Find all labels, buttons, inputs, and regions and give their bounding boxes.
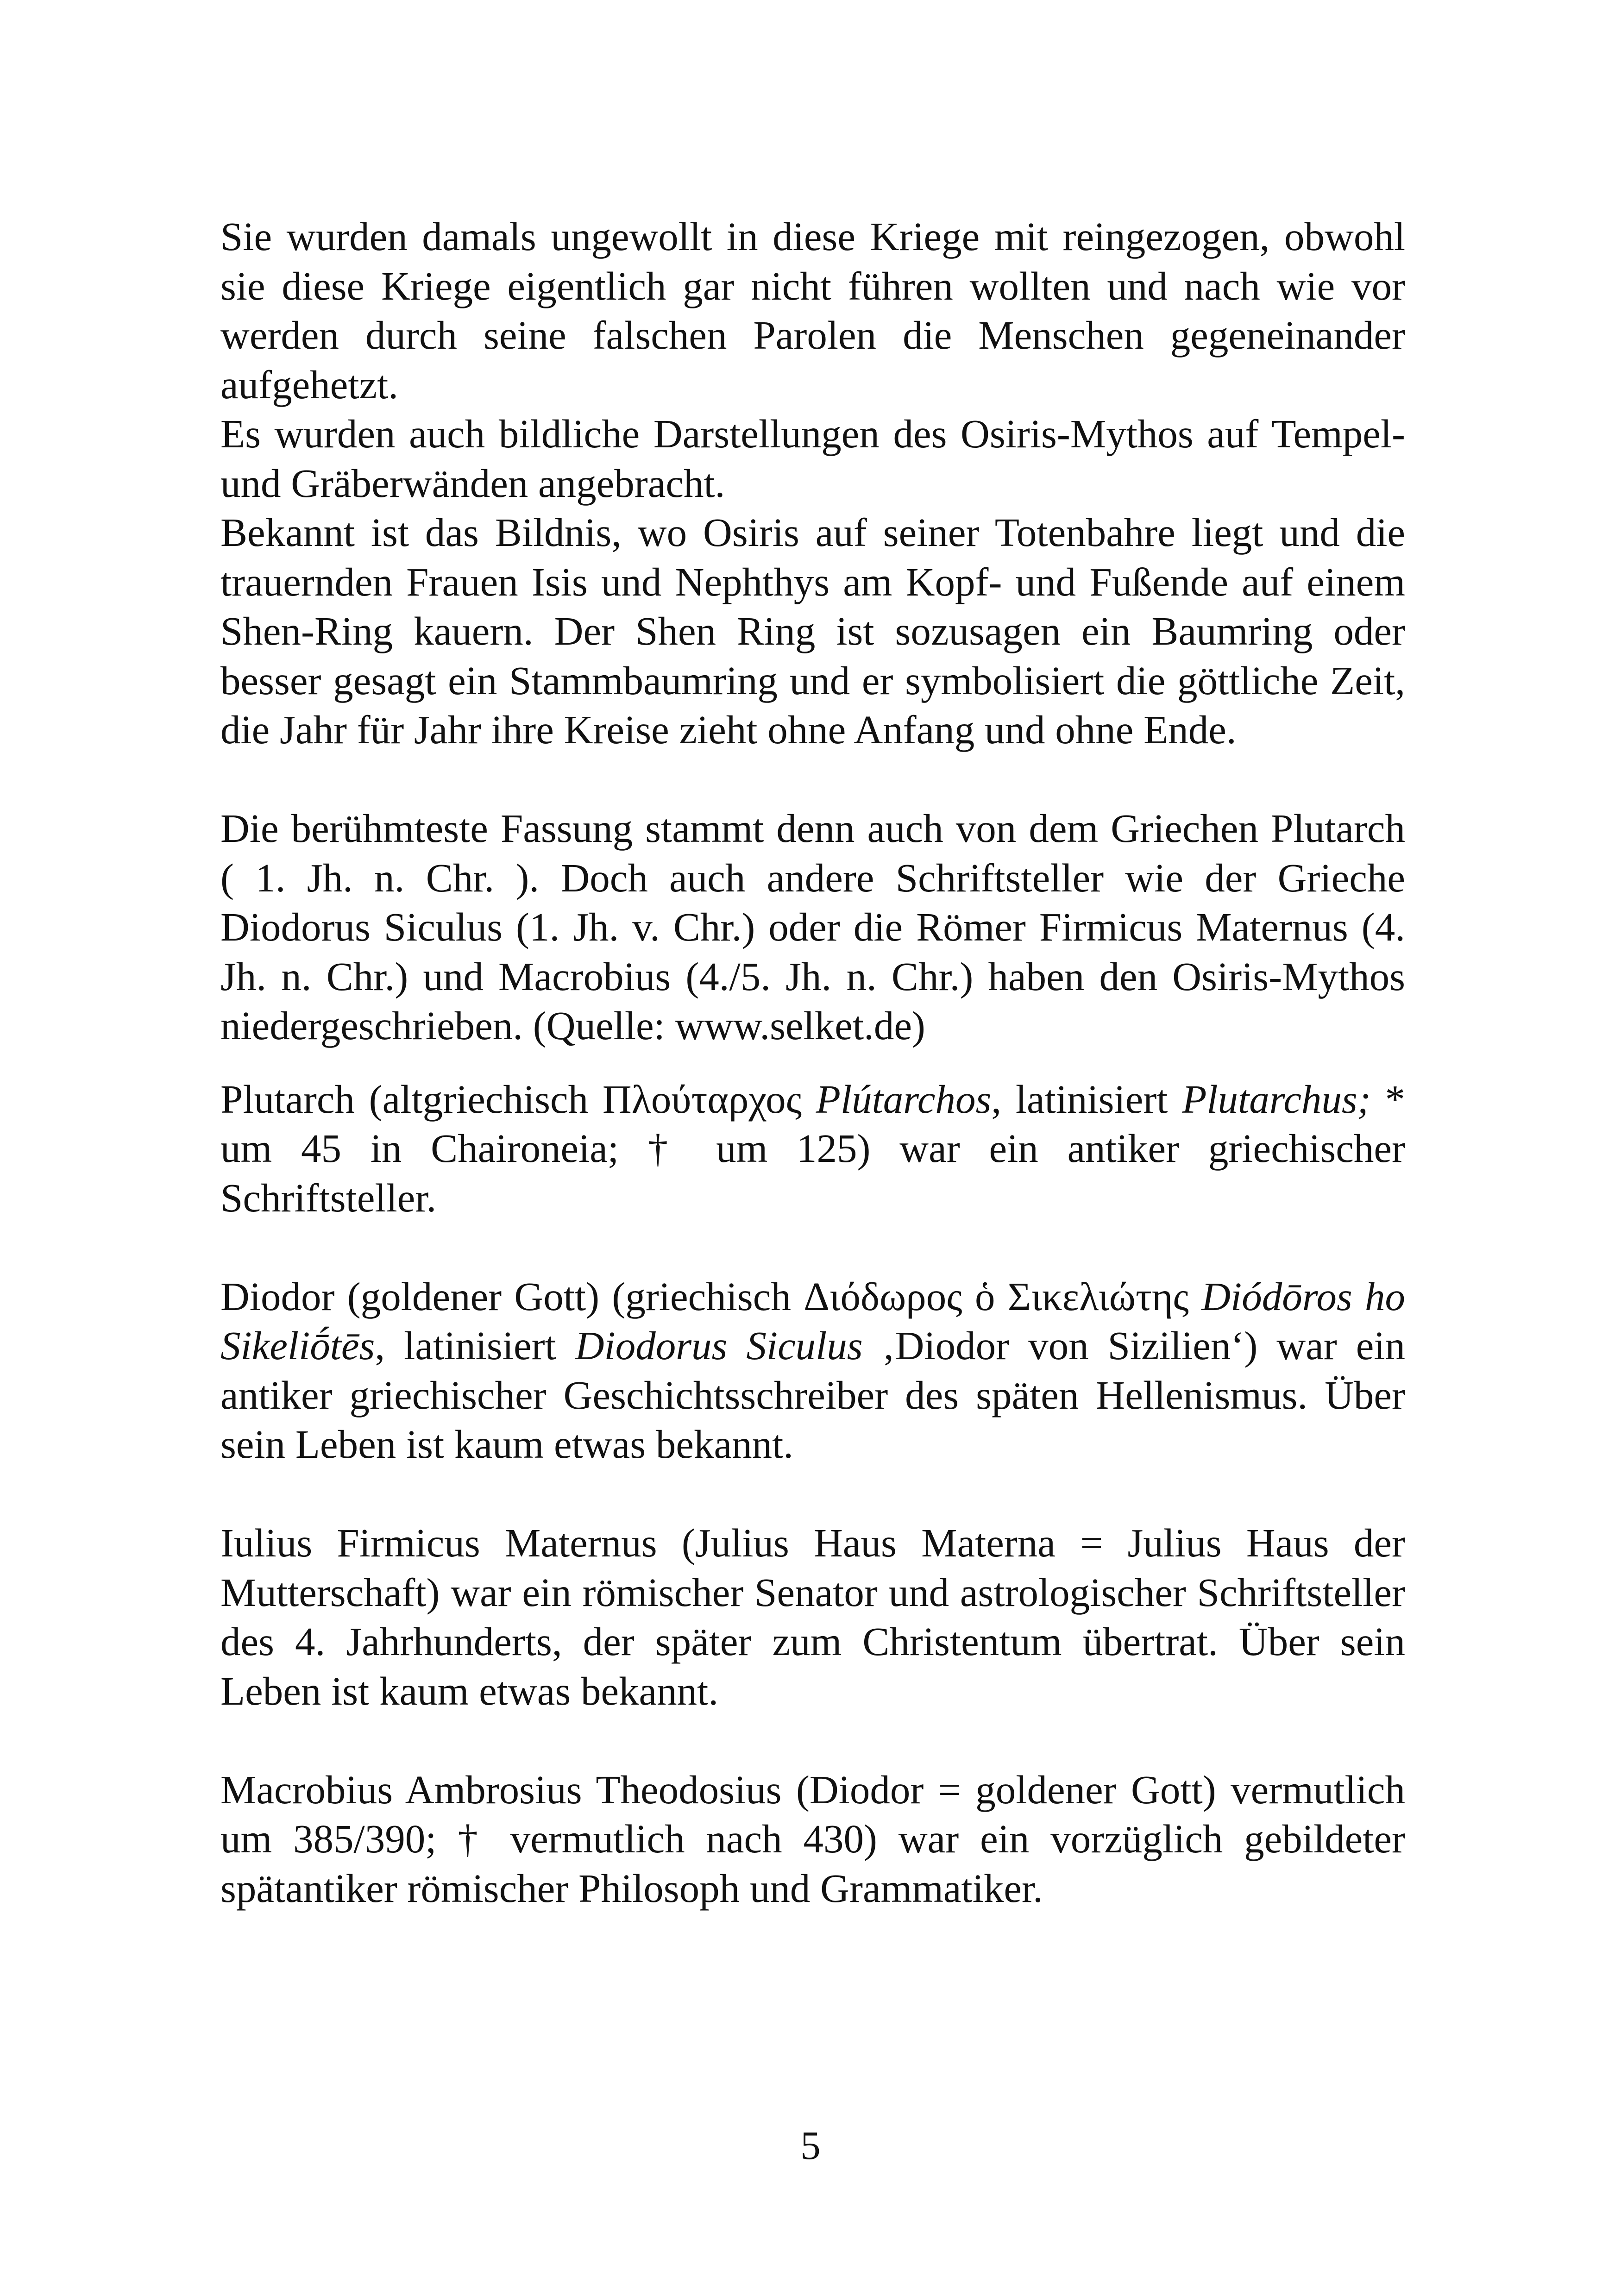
text-run: , latinisiert xyxy=(375,1323,575,1368)
text-run: , latinisiert xyxy=(991,1076,1182,1122)
spacer xyxy=(220,755,1405,804)
text-run: * um 45 in Chaironeia; † um 125) war ein antiker griechischer Schriftsteller. xyxy=(220,1076,1406,1220)
spacer xyxy=(220,1223,1405,1272)
paragraph-diodor xyxy=(220,1272,1405,1469)
paragraph-shen-ring: Bekannt ist das Bildnis, wo Osiris auf seiner Totenbahre liegt und die trauernden Frauen Isis und Nephthys am Kopf- und Fußende auf einem Shen-Ring kauern. Der Shen Ring ist sozusagen ein Baumring oder besser gesagt ein Stammbaumring und er symbolisiert die göttliche Zeit, die Jahr für Jahr ihre Kreise zieht ohne Anfang und ohne Ende. xyxy=(220,510,1405,752)
paragraph-macrobius: Macrobius Ambrosius Theodosius (Diodor = goldener Gott) vermutlich um 385/390; † vermutlich nach 430) war ein vorzüglich gebildeter spätantiker römischer Philosoph und Grammatiker. xyxy=(220,1767,1405,1911)
spacer xyxy=(220,1469,1405,1519)
italic-run: Plutarchus; xyxy=(1182,1076,1371,1122)
text-run: Diodor (goldener Gott) (griechisch Διόδωρος ὁ Σικελιώτης xyxy=(220,1273,1202,1319)
paragraph-sources: Die berühmteste Fassung stammt denn auch von dem Griechen Plutarch ( 1. Jh. n. Chr. ). Doch auch andere Schriftsteller wie der Grieche Diodorus Siculus (1. Jh. v. Chr.) oder die Römer Firmicus Maternus (4. Jh. n. Chr.) und Macrobius (4./5. Jh. n. Chr.) haben den Osiris-Mythos niedergeschrieben. (Quelle: www.selket.de) xyxy=(220,806,1405,1048)
text-run: Plutarch (altgriechisch Πλούταρχος xyxy=(220,1076,816,1122)
paragraph-depictions: Es wurden auch bildliche Darstellungen des Osiris-Mythos auf Tempel- und Gräberwänden angebracht. xyxy=(220,411,1405,506)
spacer xyxy=(220,1051,1405,1075)
paragraph-war: Sie wurden damals ungewollt in diese Kriege mit reingezogen, obwohl sie diese Kriege eigentlich gar nicht führen wollten und nach wie vor werden durch seine falschen Parolen die Menschen gegeneinander aufgehetzt. xyxy=(220,214,1405,407)
paragraph-firmicus: Iulius Firmicus Maternus (Julius Haus Materna = Julius Haus der Mutterschaft) war ein römischer Senator und astrologischer Schriftsteller des 4. Jahrhunderts, der später zum Christentum übertrat. Über sein Leben ist kaum etwas bekannt. xyxy=(220,1520,1405,1713)
italic-run: Plútarchos xyxy=(816,1076,992,1122)
italic-run: Diódōros ho Sikeliṓtēs xyxy=(220,1273,1405,1368)
spacer xyxy=(220,1716,1405,1765)
page-number: 5 xyxy=(800,2123,821,2168)
page-body xyxy=(220,212,1405,1913)
text-run: ‚Diodor von Sizilien‘) war ein antiker griechischer Geschichtsschreiber des späten Hellenismus. Über sein Leben ist kaum etwas bekannt. xyxy=(220,1323,1406,1467)
italic-run: Diodorus Siculus xyxy=(575,1323,863,1368)
paragraph-plutarch xyxy=(220,1075,1405,1223)
